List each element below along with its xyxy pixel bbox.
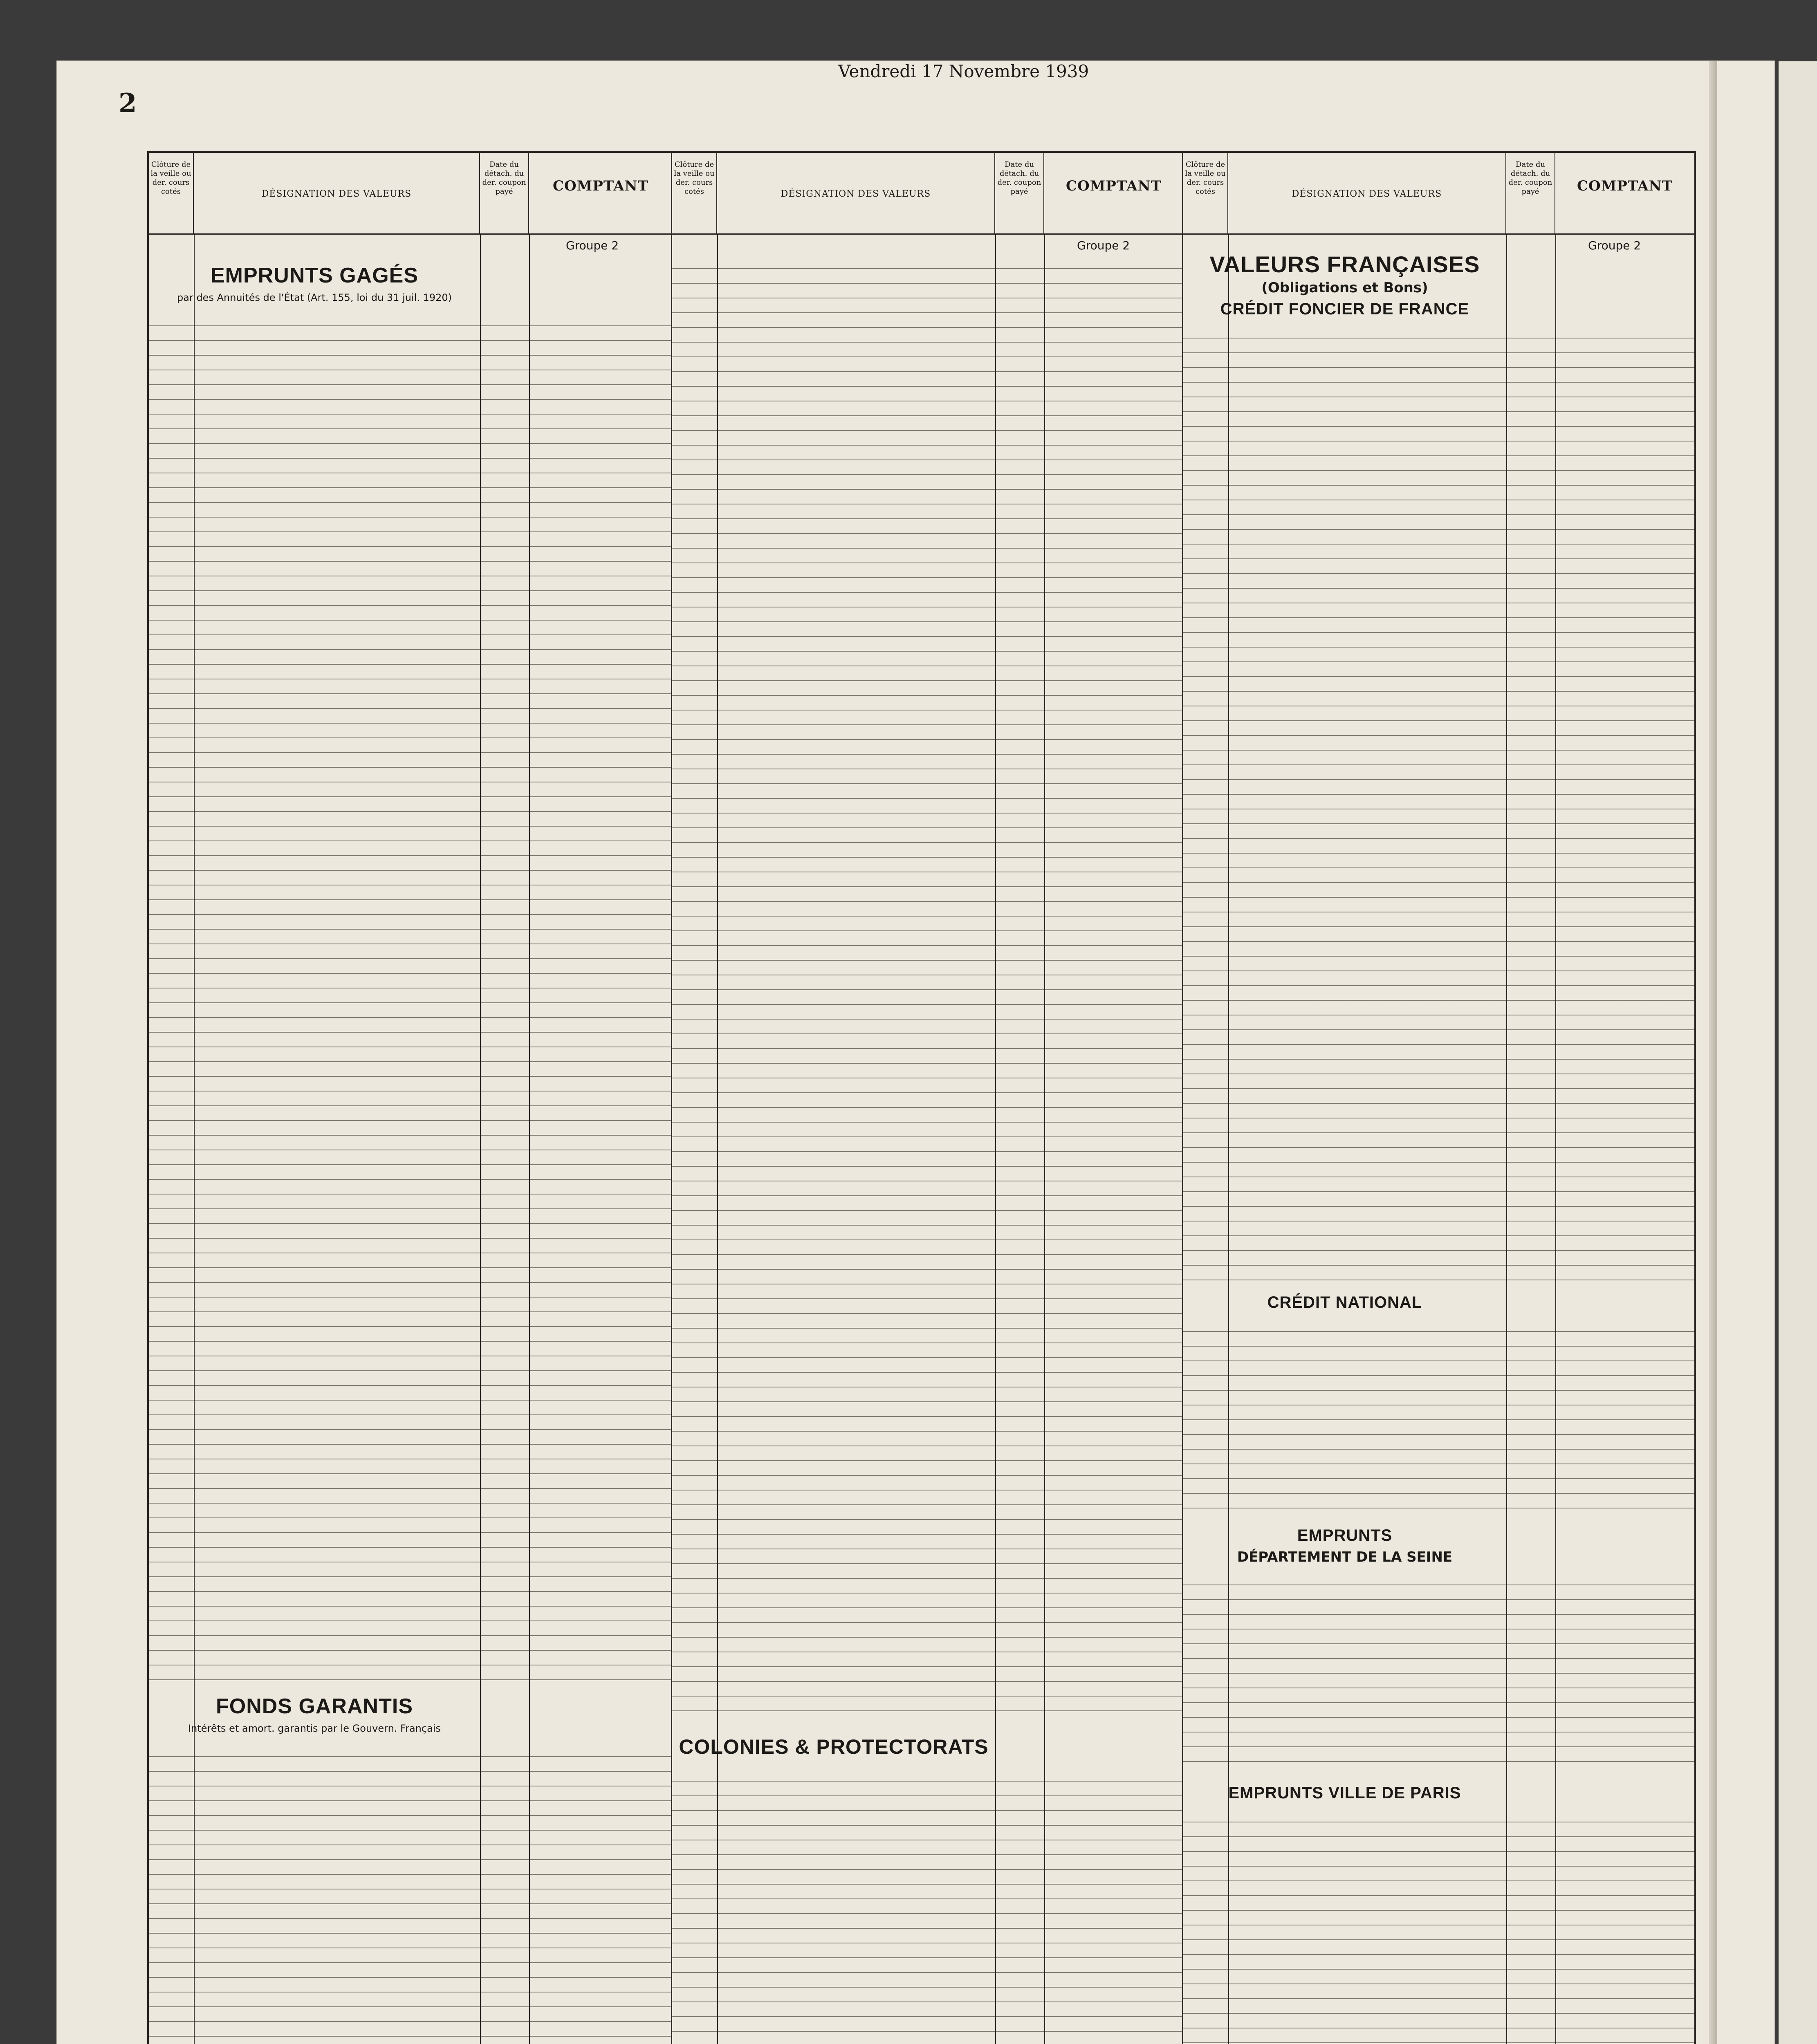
column-body bbox=[672, 235, 1182, 2044]
group-label: Groupe 2 bbox=[566, 239, 619, 252]
header-date: Date du détach. du der. coupon payé bbox=[480, 153, 529, 235]
page-number: 2 bbox=[119, 88, 137, 119]
header-designation: DÉSIGNATION DES VALEURS bbox=[717, 153, 995, 235]
column-header bbox=[672, 153, 1182, 235]
section-title-credit-national: CRÉDIT NATIONAL bbox=[1267, 1293, 1422, 1311]
listing-rows bbox=[1183, 1576, 1694, 1772]
header-date: Date du détach. du der. coupon payé bbox=[995, 153, 1044, 235]
section-title-ville-de-paris: EMPRUNTS VILLE DE PARIS bbox=[1228, 1784, 1461, 1802]
listing-rows bbox=[1183, 1322, 1694, 1514]
column-block-1 bbox=[149, 153, 672, 2044]
adjacent-page-edge bbox=[1779, 61, 1817, 2044]
column-header bbox=[1183, 153, 1694, 235]
header-designation: DÉSIGNATION DES VALEURS bbox=[194, 153, 480, 235]
dateline: Vendredi 17 Novembre 1939 bbox=[838, 61, 1089, 81]
listing-rows bbox=[672, 1772, 1182, 2044]
quotation-table bbox=[147, 151, 1696, 2044]
column-body bbox=[1183, 235, 1694, 2044]
section-title-credit-foncier: CRÉDIT FONCIER DE FRANCE bbox=[1220, 300, 1469, 318]
section-title-fonds-garantis: FONDS GARANTIS bbox=[216, 1694, 413, 1718]
header-comptant: COMPTANT bbox=[552, 178, 649, 194]
section-title-colonies: COLONIES & PROTECTORATS bbox=[679, 1735, 989, 1758]
column-block-3 bbox=[1183, 153, 1694, 2044]
group-label: Groupe 2 bbox=[1588, 239, 1641, 252]
header-comptant: COMPTANT bbox=[1066, 178, 1162, 194]
header-cloture: Clôture de la veille ou der. cours cotés bbox=[672, 153, 717, 235]
column-header bbox=[149, 153, 671, 235]
section-title-valeurs-francaises: VALEURS FRANÇAISES bbox=[1209, 251, 1480, 277]
header-cloture: Clôture de la veille ou der. cours cotés bbox=[1183, 153, 1228, 235]
column-body bbox=[149, 235, 671, 2044]
section-sub: DÉPARTEMENT DE LA SEINE bbox=[1237, 1549, 1453, 1565]
column-block-2 bbox=[672, 153, 1183, 2044]
header-cloture: Clôture de la veille ou der. cours cotés bbox=[149, 153, 194, 235]
listing-rows bbox=[672, 259, 1182, 1723]
listing-rows bbox=[1183, 329, 1694, 1281]
listing-rows bbox=[149, 316, 671, 1682]
header-date: Date du détach. du der. coupon payé bbox=[1506, 153, 1555, 235]
listing-rows bbox=[149, 1747, 671, 2044]
group-label: Groupe 2 bbox=[1077, 239, 1130, 252]
listing-rows bbox=[1183, 1813, 1694, 2044]
section-title-emprunts-gages: EMPRUNTS GAGÉS bbox=[210, 264, 419, 287]
page-fold-shadow bbox=[1709, 61, 1717, 2044]
header-comptant: COMPTANT bbox=[1577, 178, 1673, 194]
header-designation: DÉSIGNATION DES VALEURS bbox=[1228, 153, 1506, 235]
section-sub: par des Annuités de l'État (Art. 155, loi du 31 juil. 1920) bbox=[177, 292, 452, 303]
section-sub: (Obligations et Bons) bbox=[1261, 280, 1428, 296]
section-title-emprunts: EMPRUNTS bbox=[1297, 1526, 1393, 1544]
section-sub: Intérêts et amort. garantis par le Gouvern. Français bbox=[188, 1723, 441, 1734]
